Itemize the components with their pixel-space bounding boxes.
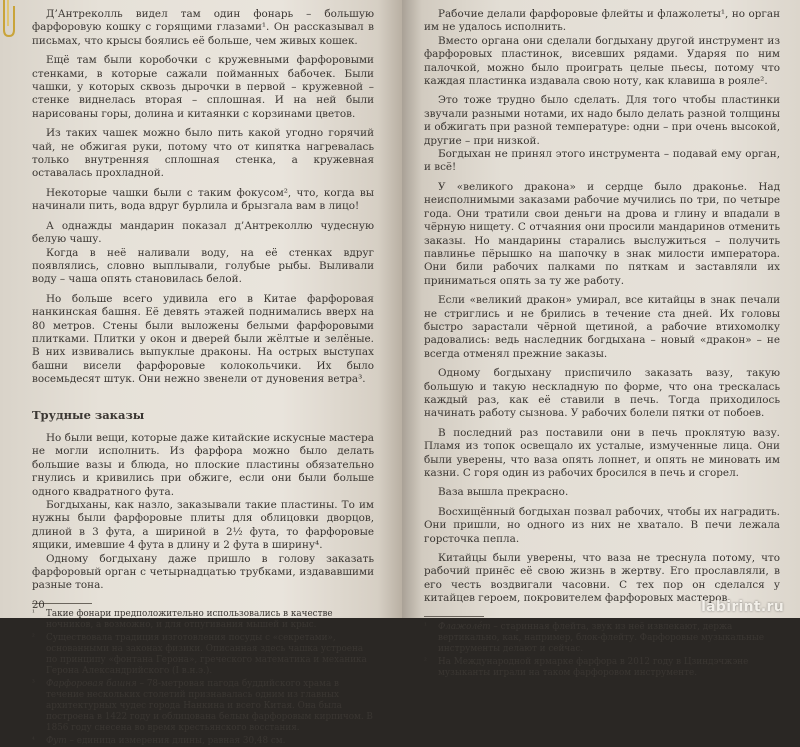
paragraph: Восхищённый богдыхан позвал рабочих, чтобы их наградить. Они пришли, но одного из них не хватало. В печи лежала горсточка пепла. [424,505,780,545]
footnote-number: ³ [32,678,35,687]
paragraph: Но больше всего удивила его в Китае фарфоровая нанкинская башня. Её девять этажей поднимались вверх на 80 метров. Стены были выложены белыми фарфоровыми плитками. Плитки у окон и дверей были жёлтые и зелёные. В них извивались выпуклые драконы. На острых выступах башни висели фарфоровые колокольчики. Их было восемьдесят штук. Они нежно звенели от дуновения ветра³. [32,292,374,386]
footnote [32,736,374,747]
paragraph: Из таких чашек можно было пить какой угодно горячий чай, не обжигая руки, потому что от кипятка нагревалась только внутренняя сплошная стенка, а кружевная оставалась прохладной. [32,127,374,180]
footnote-text: На Международной ярмарке фарфора в 2012 году в Цзиндэчжэне музыканты играли на таком фарфоровом инструменте. [438,656,749,678]
paragraph: Богдыхан не принял этого инструмента – подавай ему орган, и всё! [424,148,780,174]
footnote-term: Флажоле́т [438,621,491,632]
paragraph: Одному богдыхану даже пришло в голову заказать фарфоровый орган с четырнадцатью трубками, издававшими разные тона. [32,552,374,592]
page-number: 20 [32,599,45,611]
paragraph: А однажды мандарин показал д’Антреколлю чудесную белую чашу. [32,219,374,246]
footnote [424,657,780,679]
paragraph: Когда в неё наливали воду, на её стенках вдруг появлялись, словно выплывали, голубые рыбы. Выливали воду – чаша опять становилась белой. [32,246,374,286]
footnote-number: ¹ [32,608,35,617]
footnote-number: ⁴ [32,735,35,744]
footnote-text: – 78-метровая пагода буддийского храма в течение нескольких столетий признавалась одним из главных архитектурных чудес города Нанкина и всего Китая. Она была построена в 1422 году и облицована белым фарфоровым кирпичом. В 1856 году снесена во время крестьянского восстания. [46,678,373,733]
footnote [32,609,374,631]
footnote [424,622,780,655]
paragraph: Некоторые чашки были с таким фокусом², что, когда вы начинали пить, вода вдруг бурлила и брызгала вам в лицо! [32,186,374,213]
paragraph: Это тоже трудно было сделать. Для того чтобы пластинки звучали разными нотами, их надо было делать разной толщины и обжигать при разной температуре: одни – при очень высокой, другие – при низкой. [424,94,780,147]
paragraph: Богдыханы, как назло, заказывали такие пластины. То им нужны были фарфоровые плиты для облицовки дворцов, длиной в 3 фута, а шириной в 2½ фута, то фарфоровые ящики, имевшие 4 фута в длину и 2 фута в ширину⁴. [32,499,374,552]
footnote-text: – старинная флейта, звук из неё извлекают, держа вертикально, как, например, блок-флейту. Фарфоровые музыкальные инструменты делают и сейчас. [438,621,765,654]
footnote-term: Фарфоровая башня [46,678,137,689]
right-footnotes [424,622,780,679]
footnote-number: ¹ [424,621,427,630]
section-heading: Трудные заказы [32,407,145,422]
footnote-term: Фут [46,735,67,746]
footnote-text: Существовала традиция изготовления посуды с «секретами», основанными на законах физики. Описанная здесь чашка устроена по принципу «фонтана Герона», греческого математика и механика Герона Александрийского (I в.н.э.). [46,632,367,676]
paragraph: Но были вещи, которые даже китайские искусные мастера не могли исполнить. Из фарфора можно было делать большие вазы и блюда, но плоские пластины обязательно гнулись и кривились при обжиге, если они были больше одного квадратного фута. [32,431,374,498]
footnote-text: – единица измерения длины, равная 30,48 см. [66,735,286,746]
paragraph: Ещё там были коробочки с кружевными фарфоровыми стенками, в которые сажали пойманных бабочек. Были чашки, у которых сквозь дырочки в первой – кружевной – стенке виднелась вторая – сплошная. И на ней были нарисованы горы, долина и китаянки с корзинами цветов. [32,54,374,120]
left-footnotes [32,609,374,747]
right-body [424,8,780,606]
footnote-number: ² [32,632,35,641]
footnote [32,633,374,677]
paperclip-icon [0,0,16,40]
paragraph: Одному богдыхану приспичило заказать вазу, такую большую и такую нескладную по форме, что она трескалась каждый раз, как её ставили в печь. Тогда приходилось начинать работу сызнова. У рабочих болели пятки от побоев. [424,367,780,420]
right-page [402,0,800,678]
paragraph: Ваза вышла прекрасно. [438,486,569,499]
paragraph: Китайцы были уверены, что ваза не треснула потому, что рабочий принёс её свою жизнь в жертву. Его прославляли, в его честь воздвигали часовни. С тех пор он сделался у китайцев героем, покровителем фарфоровых мастеров. [424,552,780,605]
left-body [32,8,374,387]
paragraph: Рабочие делали фарфоровые флейты и флажолеты¹, но орган им не удалось исполнить. [424,8,780,34]
footnote [32,679,374,734]
paragraph: Вместо органа они сделали богдыхану другой инструмент из фарфоровых пластинок, висевших рядами. Ударяя по ним палочкой, можно было проиграть целые пьесы, потому что каждая пластинка издавала свою ноту, как клавиша в рояле². [424,34,780,88]
paragraph: В последний раз поставили они в печь проклятую вазу. Пламя из топок освещало их усталые, измученные лица. Они были уверены, что ваза опять лопнет, и опять не миновать им казни. С горя один из рабочих бросился в печь и сгорел. [424,426,780,479]
footnote-divider [424,616,484,617]
watermark-logo: labirint.ru [701,598,784,615]
paragraph: У «великого дракона» и сердце было драконье. Над неисполнимыми заказами рабочие мучились по три, по четыре года. Они тратили свои деньги на дрова и глину и впадали в чёрную нищету. С отчаяния они просили мандаринов отменить заказы. Но мандарины старались выслужиться – получить павлинье пёрышко на шапочку в знак милости императора. Они били рабочих палками по пяткам и заставляли их приниматься опять за ту же работу. [424,180,780,287]
footnote-text: Такие фонари предположительно использовались в качестве ночников, а возможно, и для отпугивания мышей и крыс. [46,608,333,630]
left-body-2 [32,432,374,593]
footnote-number: ² [424,656,427,665]
paragraph: Если «великий дракон» умирал, все китайцы в знак печали не стриглись и не брились в течение ста дней. Их головы быстро зарастали чёрной щетиной, а рабочие втихомолку радовались: ведь наследник богдыхана – новый «дракон» – не всегда отменял прежние заказы. [424,294,780,360]
paragraph: Д’Антреколль видел там один фонарь – большую фарфоровую кошку с горящими глазами¹. Он рассказывал в письмах, что крысы боялись её больше, чем живых кошек. [32,8,374,47]
